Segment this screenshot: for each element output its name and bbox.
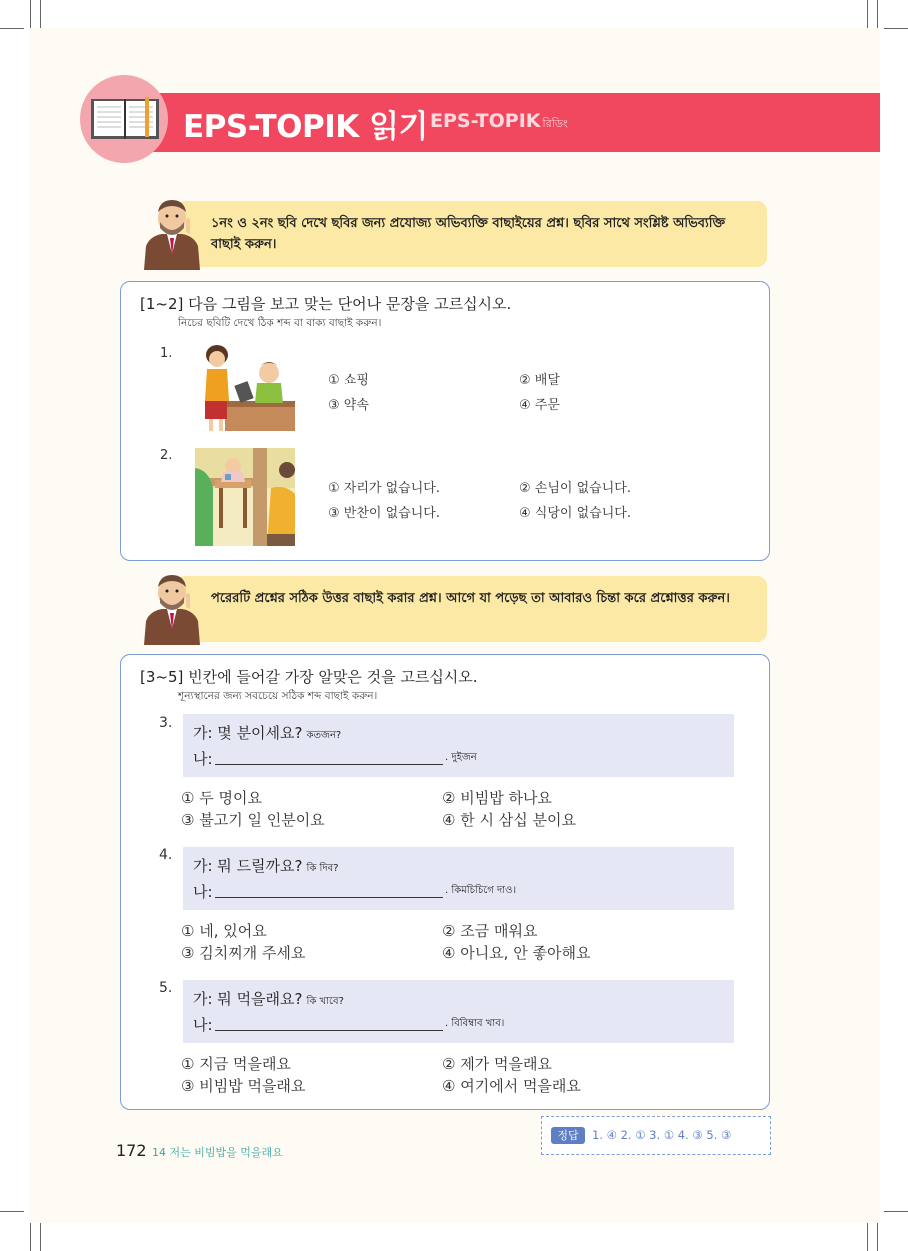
option[interactable]: ③ 약속 (328, 398, 369, 413)
answer-keys: 1. ④ 2. ① 3. ① 4. ③ 5. ③ (592, 1128, 732, 1142)
option[interactable]: ① 쇼핑 (328, 373, 369, 388)
crop-mark (0, 1211, 24, 1212)
page-title: EPS-TOPIK 읽기 (183, 109, 428, 145)
dialogue-after-blank: . দুইজন (445, 752, 477, 763)
option[interactable]: ① 두 명이요 (181, 789, 262, 807)
page-subtitle: EPS-TOPIK রিডিং (430, 110, 568, 132)
section-1-subtitle: নিচের ছবিটি দেখে ঠিক শব্দ বা বাক্য বাছাই করুন। (178, 317, 382, 329)
crop-mark (0, 28, 24, 29)
option[interactable]: ③ 김치찌개 주세요 (181, 944, 306, 962)
teacher-tip-2 (175, 576, 767, 642)
teacher-icon (140, 196, 204, 270)
option[interactable]: ④ 여기에서 먹을래요 (442, 1077, 581, 1095)
crop-mark (877, 1220, 878, 1251)
option[interactable]: ④ 아니요, 안 좋아해요 (442, 944, 591, 962)
dialogue-after-blank: . বিবিম্বাব খাব। (445, 1018, 505, 1029)
crop-mark (30, 1220, 31, 1251)
question-number: 4. (159, 847, 173, 863)
option[interactable]: ② 비빔밥 하나요 (442, 789, 552, 807)
answer-blank[interactable] (215, 1030, 443, 1031)
crop-mark (40, 1220, 41, 1251)
tip-text: ১নং ও ২নং ছবি দেখে ছবির জন্য প্রযোজ্য অভিব্যক্তি বাছাইয়ের প্রশ্ন। ছবির সাথে সংশ্লিষ্ট অভিব্যক্তি বাছাই করুন। (211, 216, 726, 252)
option[interactable]: ③ 반찬이 없습니다. (328, 506, 440, 521)
restaurant-order-illustration (195, 343, 295, 433)
dialogue-line-b: 나: (193, 750, 213, 768)
dialogue-box (183, 980, 734, 1043)
question-number: 5. (159, 980, 173, 996)
option[interactable]: ② 배달 (519, 373, 560, 388)
option[interactable]: ③ 불고기 일 인분이요 (181, 811, 325, 829)
dialogue-translation: কতজন? (306, 730, 342, 741)
answer-blank[interactable] (215, 897, 443, 898)
crop-mark (884, 1211, 908, 1212)
dialogue-line-b: 나: (193, 1016, 213, 1034)
option[interactable]: ① 자리가 없습니다. (328, 481, 440, 496)
crop-mark (30, 0, 31, 30)
restaurant-full-illustration (195, 448, 295, 546)
option[interactable]: ② 제가 먹을래요 (442, 1055, 552, 1073)
page-number: 172 (116, 1141, 147, 1160)
option[interactable]: ④ 주문 (519, 398, 560, 413)
crop-mark (867, 0, 868, 30)
dialogue-line-a: 가: 뭐 드릴까요? কি দিব? (193, 857, 339, 875)
answer-blank[interactable] (215, 764, 443, 765)
section-1-title: [1~2] 다음 그림을 보고 맞는 단어나 문장을 고르십시오. (140, 295, 512, 313)
answer-key-box (541, 1116, 771, 1155)
dialogue-line-a: 가: 뭐 먹을래요? কি খাবে? (193, 990, 344, 1008)
option[interactable]: ③ 비빔밥 먹을래요 (181, 1077, 306, 1095)
option[interactable]: ② 손님이 없습니다. (519, 481, 631, 496)
question-number: 2. (160, 448, 173, 463)
crop-mark (884, 28, 908, 29)
chapter-title: 14 저는 비빔밥을 먹을래요 (152, 1146, 283, 1159)
page-subtitle-small: রিডিং (542, 117, 568, 130)
dialogue-translation: কি দিব? (306, 863, 339, 874)
dialogue-box (183, 847, 734, 910)
header-banner (120, 93, 880, 152)
option[interactable]: ① 지금 먹을래요 (181, 1055, 291, 1073)
section-2-subtitle: শূন্যস্থানের জন্য সবচেয়ে সঠিক শব্দ বাছাই করুন। (178, 690, 378, 702)
crop-mark (40, 0, 41, 30)
option[interactable]: ④ 식당이 없습니다. (519, 506, 631, 521)
option[interactable]: ② 조금 매워요 (442, 922, 538, 940)
dialogue-after-blank: . কিমচিচিগে দাও। (445, 885, 517, 896)
teacher-icon (140, 571, 204, 645)
dialogue-translation: কি খাবে? (306, 996, 344, 1007)
answer-badge: 정답 (551, 1127, 585, 1144)
section-2-title: [3~5] 빈칸에 들어갈 가장 알맞은 것을 고르십시오. (140, 668, 478, 686)
option[interactable]: ④ 한 시 삼십 분이요 (442, 811, 576, 829)
open-book-icon (90, 97, 160, 141)
dialogue-line-b: 나: (193, 883, 213, 901)
option[interactable]: ① 네, 있어요 (181, 922, 267, 940)
question-number: 1. (160, 346, 173, 361)
teacher-tip-1 (175, 201, 767, 267)
dialogue-box (183, 714, 734, 777)
tip-text: পরেরটি প্রশ্নের সঠিক উত্তর বাছাই করার প্রশ্ন। আগে যা পড়েছ তা আবারও চিন্তা করে প্রশ্নোত্তর করুন। (211, 591, 730, 606)
dialogue-line-a: 가: 몇 분이세요? কতজন? (193, 724, 342, 742)
question-number: 3. (159, 715, 173, 731)
crop-mark (867, 1220, 868, 1251)
crop-mark (877, 0, 878, 30)
